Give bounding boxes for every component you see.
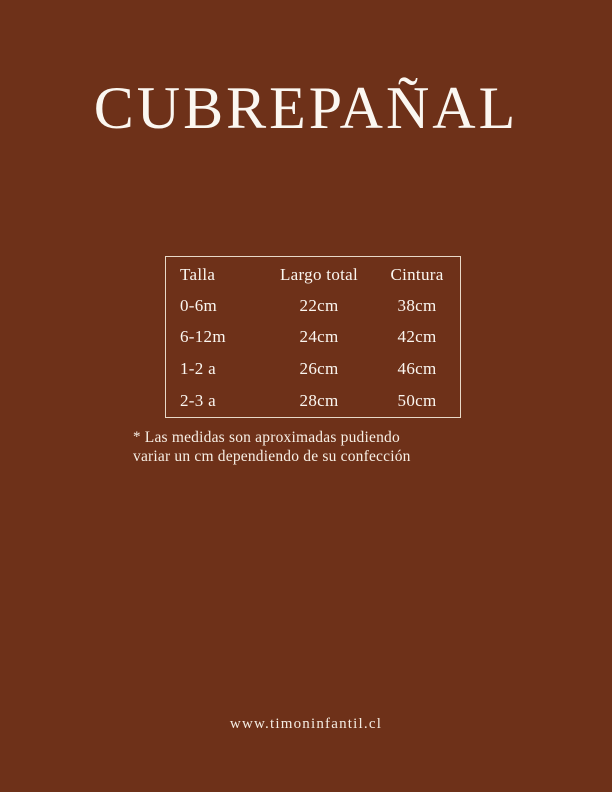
size-table-body	[166, 291, 461, 418]
cell-talla: 2-3 a	[180, 390, 216, 410]
size-table-head	[166, 257, 461, 291]
cell-largo: 22cm	[299, 295, 339, 315]
note-line-2: variar un cm dependiendo de su confección	[133, 448, 411, 466]
cell-cintura: 46cm	[397, 359, 437, 379]
cell-talla: 0-6m	[180, 295, 218, 315]
cell-talla: 6-12m	[180, 327, 226, 347]
cell-cintura: 50cm	[397, 390, 437, 410]
cell-largo: 24cm	[299, 327, 339, 347]
asterisk-marker: *	[133, 429, 141, 445]
table-row	[166, 291, 461, 323]
cell-talla: 1-2 a	[180, 359, 216, 379]
size-table	[165, 256, 461, 418]
header-largo-total: Largo total	[279, 265, 359, 284]
table-row	[166, 354, 461, 386]
cell-largo: 28cm	[299, 390, 339, 410]
website-url: www.timoninfantil.cl	[229, 716, 383, 732]
page-title: CUBREPAÑAL	[93, 75, 519, 141]
header-cintura: Cintura	[390, 265, 444, 284]
table-header-row	[166, 257, 461, 291]
table-row	[166, 322, 461, 354]
cell-largo: 26cm	[299, 359, 339, 379]
measurement-note	[133, 428, 533, 467]
size-chart	[165, 256, 445, 418]
header-talla: Talla	[180, 265, 216, 284]
cell-cintura: 38cm	[397, 295, 437, 315]
note-line-1: Las medidas son aproximadas pudiendo	[144, 429, 400, 446]
table-row	[166, 386, 461, 418]
cell-cintura: 42cm	[397, 327, 437, 347]
